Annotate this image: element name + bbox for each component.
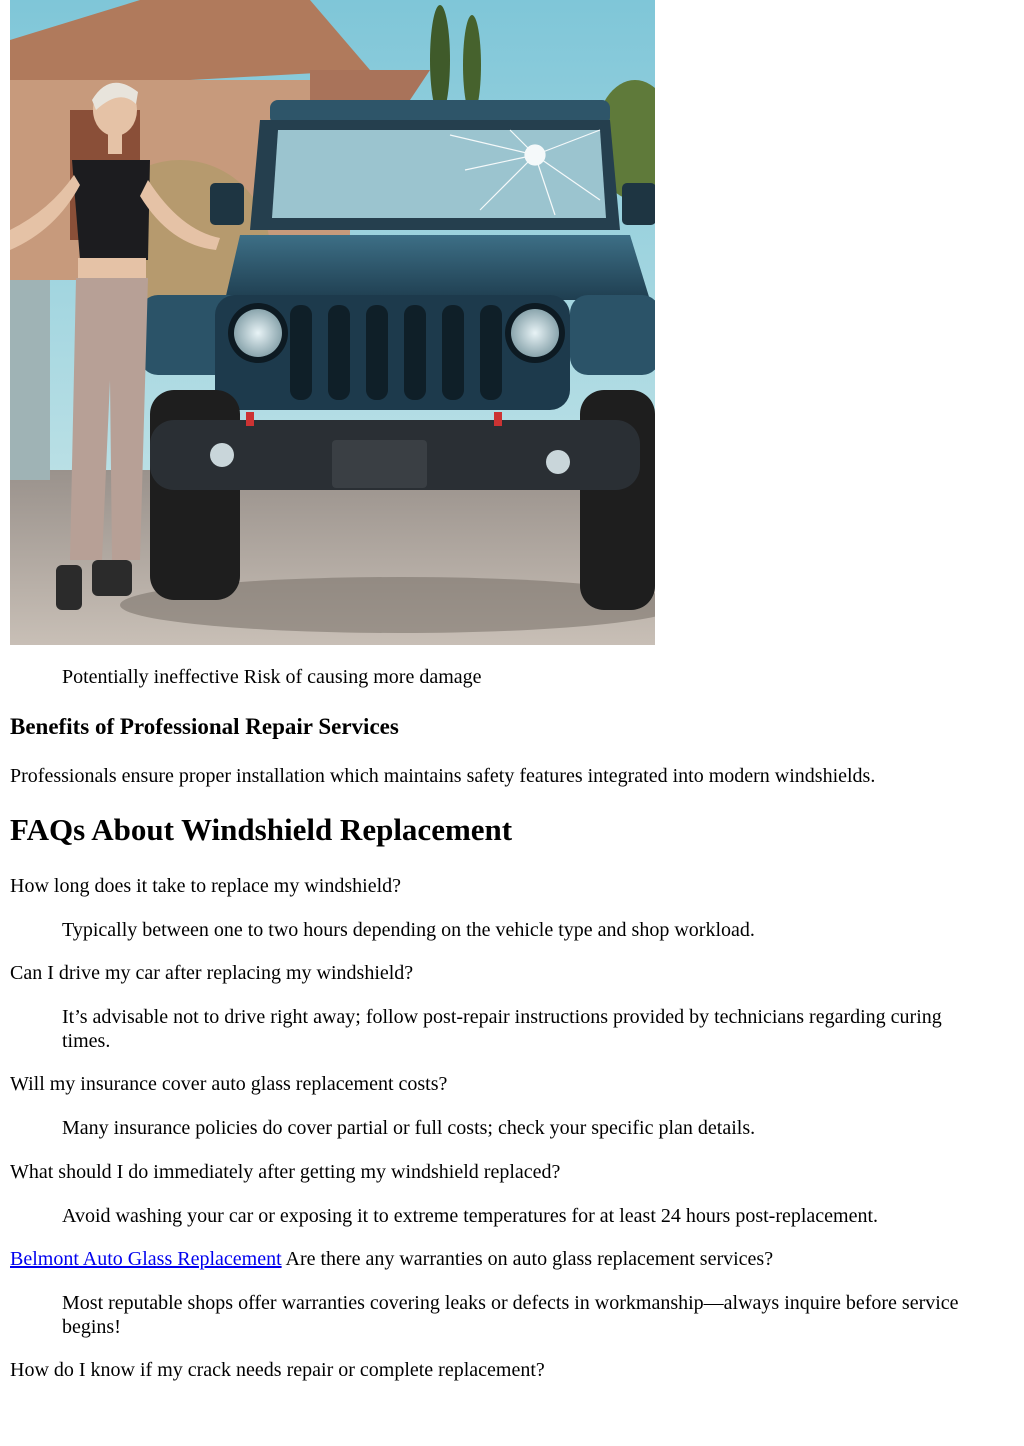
faq-question: What should I do immediately after getting my windshield replaced? xyxy=(10,1161,561,1183)
faq-question: Will my insurance cover auto glass replacement costs? xyxy=(10,1073,448,1095)
faq-answer: Typically between one to two hours depending on the vehicle type and shop workload. xyxy=(62,919,755,941)
hero-image xyxy=(10,0,655,645)
benefits-heading: Benefits of Professional Repair Services xyxy=(10,714,399,739)
benefits-text: Professionals ensure proper installation which maintains safety features integrated into modern windshields. xyxy=(10,765,876,787)
faq-question: How long does it take to replace my windshield? xyxy=(10,875,402,897)
belmont-auto-glass-link[interactable]: Belmont Auto Glass Replacement xyxy=(10,1248,282,1270)
faq-question-text: Are there any warranties on auto glass replacement services? xyxy=(281,1248,774,1270)
faq-heading: FAQs About Windshield Replacement xyxy=(10,812,513,847)
faq-question: Can I drive my car after replacing my windshield? xyxy=(10,962,414,984)
faq-question: How do I know if my crack needs repair or complete replacement? xyxy=(10,1359,545,1381)
faq-answer: Most reputable shops offer warranties covering leaks or defects in workmanship—always inquire before service begins! xyxy=(62,1292,959,1338)
faq-question-with-link xyxy=(10,1247,1004,1271)
cons-list-item: Potentially ineffective Risk of causing more damage xyxy=(62,666,482,688)
faq-answer: It’s advisable not to drive right away; follow post-repair instructions provided by technicians regarding curing times. xyxy=(62,1006,942,1052)
faq-answer: Avoid washing your car or exposing it to extreme temperatures for at least 24 hours post-replacement. xyxy=(62,1205,879,1227)
faq-answer: Many insurance policies do cover partial or full costs; check your specific plan details. xyxy=(62,1117,756,1139)
